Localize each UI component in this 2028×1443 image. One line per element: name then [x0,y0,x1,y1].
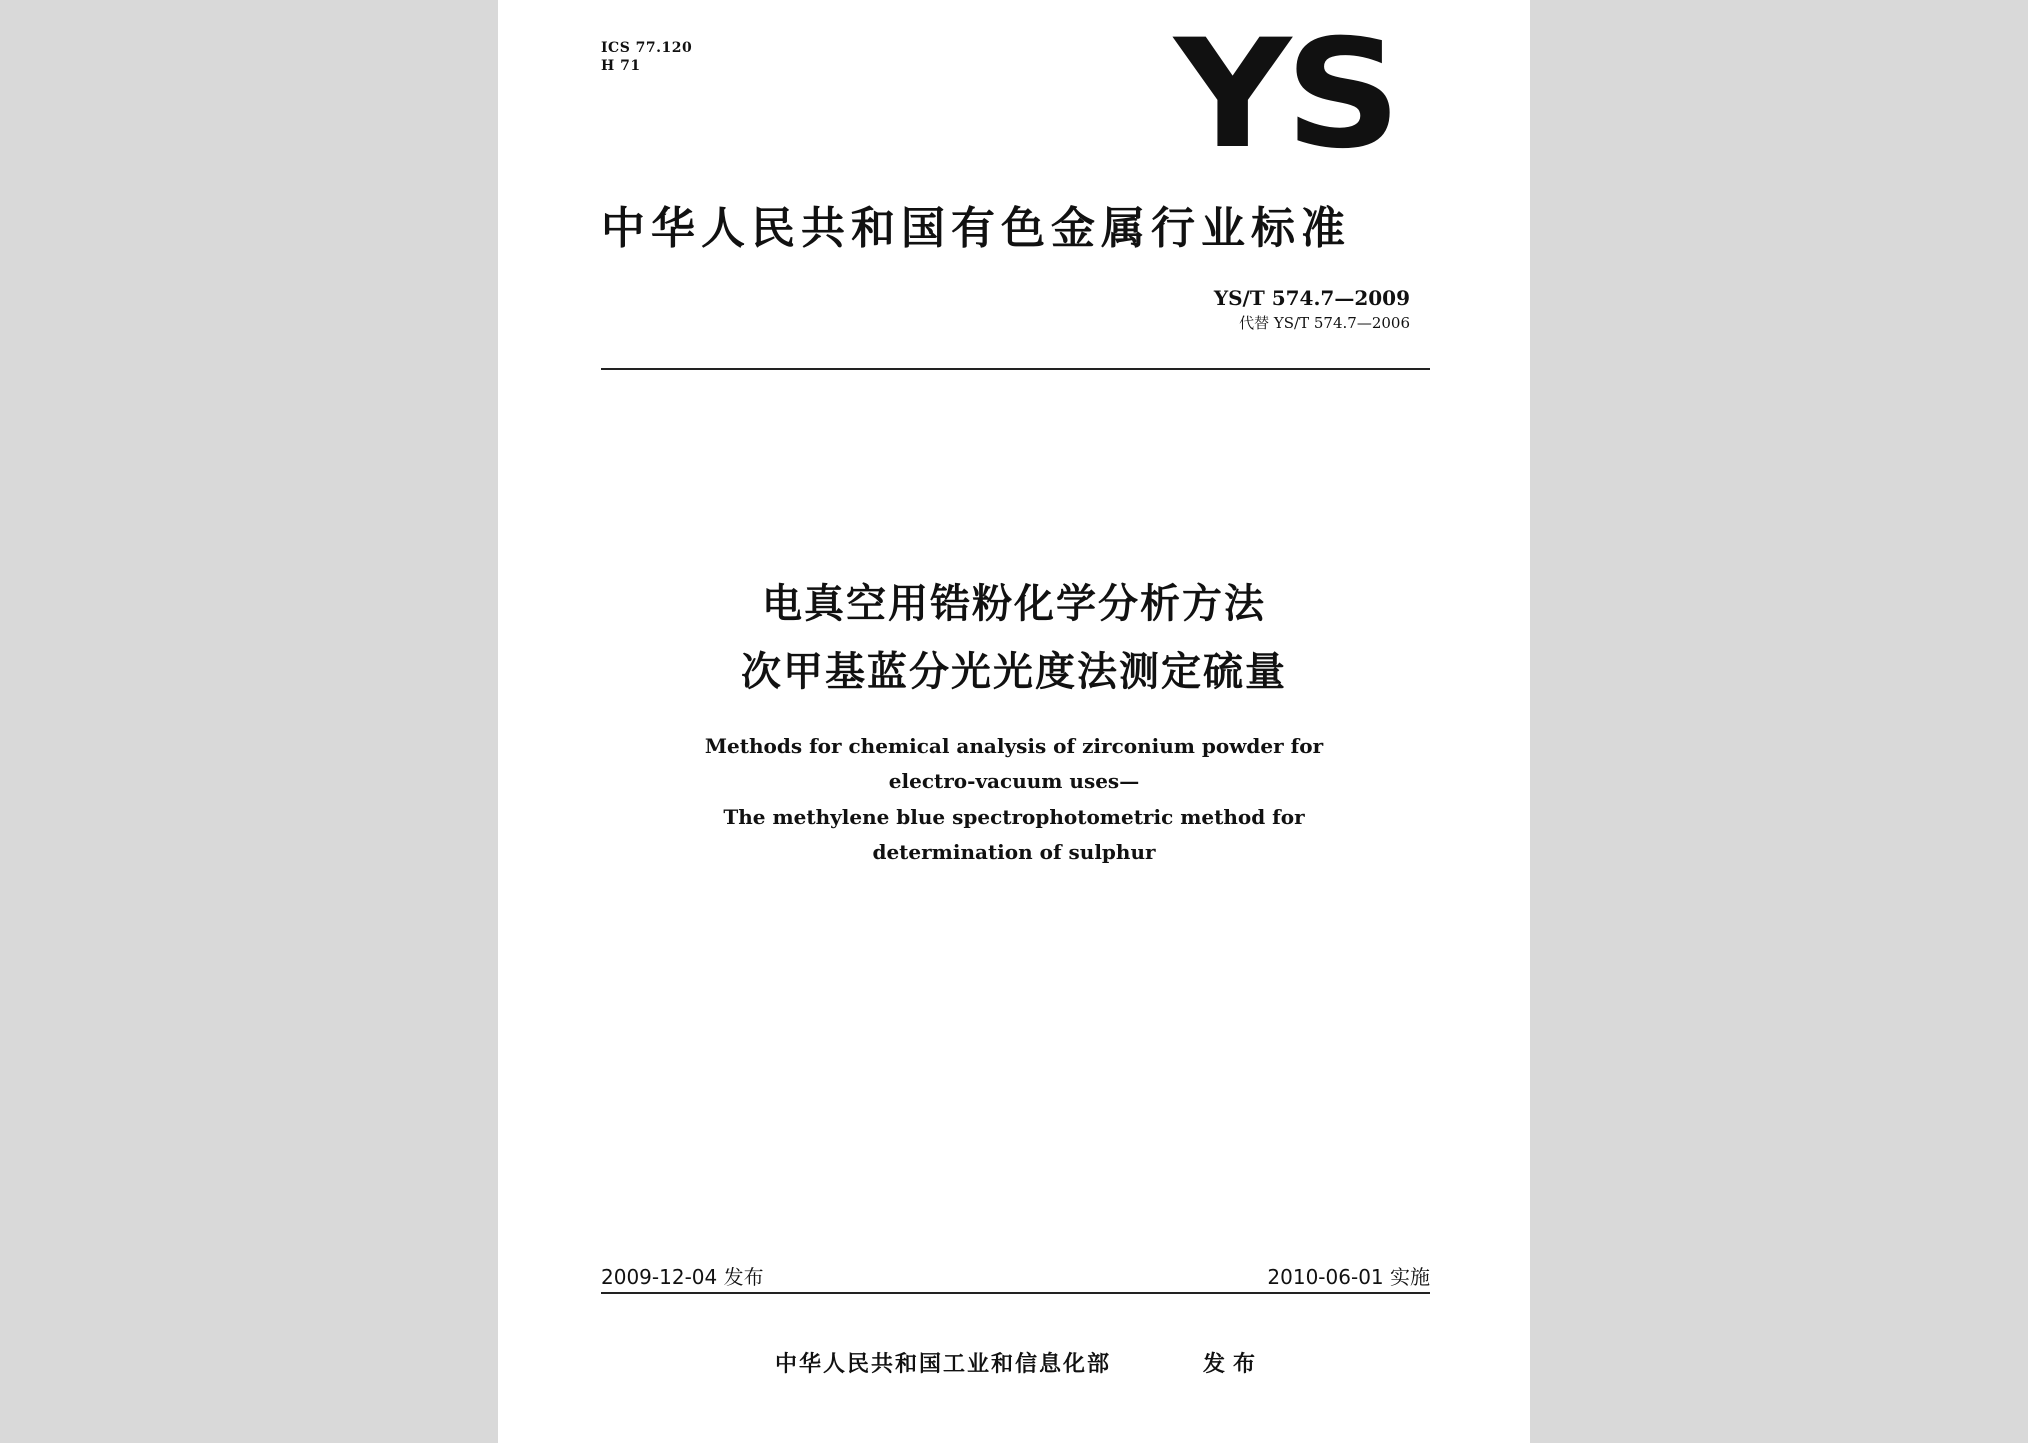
top-divider [601,368,1430,370]
issue-date: 2009-12-04 发布 [601,1265,764,1289]
title-zh-line1: 电真空用锆粉化学分析方法 [762,581,1266,627]
publish-word: 发布 [1203,1352,1264,1377]
title-en-line1: Methods for chemical analysis of zirconium powder for [704,734,1324,758]
bottom-divider [601,1292,1430,1294]
implementation-date: 2010-06-01 实施 [1267,1265,1430,1289]
title-zh-line2: 次甲基蓝分光光度法测定硫量 [741,649,1287,695]
publisher: 中华人民共和国工业和信息化部 [775,1352,1112,1377]
title-en-line2: electro-vacuum uses— [888,769,1140,793]
ys-logo: YS [1174,8,1396,182]
ics-code: ICS 77.120 [601,40,693,56]
replaces-standard: 代替 YS/T 574.7—2006 [1239,314,1410,332]
standard-number: YS/T 574.7—2009 [1213,286,1410,310]
ccs-code: H 71 [601,58,641,74]
document-page [498,0,1530,1443]
title-en-line3: The methylene blue spectrophotometric method for [723,805,1305,829]
title-en-line4: determination of sulphur [872,840,1156,864]
org-title: 中华人民共和国有色金属行业标准 [601,203,1351,254]
